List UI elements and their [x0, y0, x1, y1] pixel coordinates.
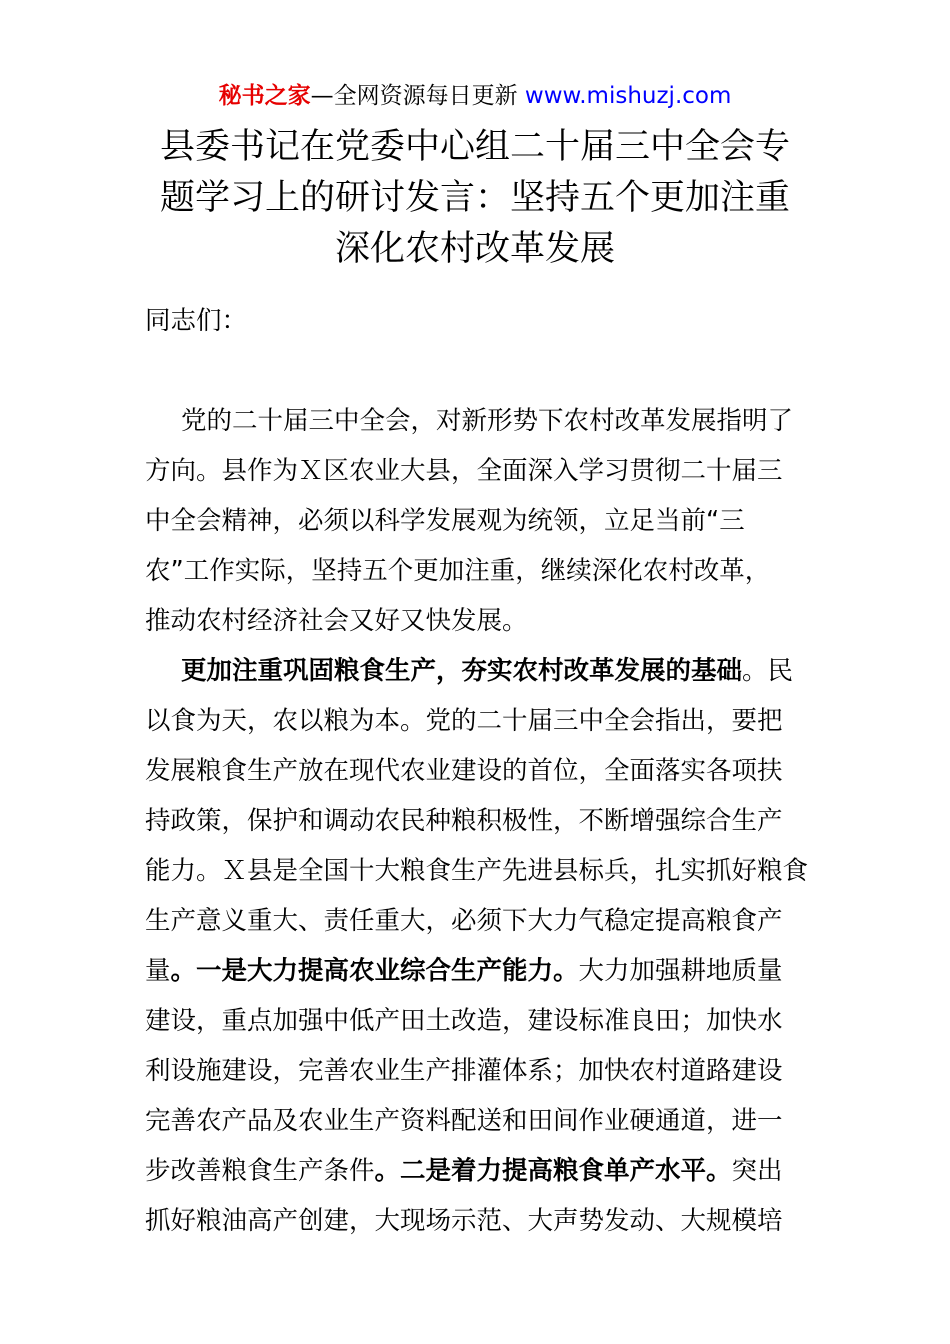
paragraph-line: 持政策，保护和调动农民种粮积极性，不断增强综合生产: [145, 806, 783, 836]
paragraph-line: 中全会精神，必须以科学发展观为统领，立足当前“三: [145, 506, 745, 536]
paragraph-line: 方向。县作为Ｘ区农业大县，全面深入学习贯彻二十届三: [145, 456, 783, 486]
paragraph-line: 党的二十届三中全会，对新形势下农村改革发展指明了: [181, 406, 794, 436]
paragraph-1: [145, 396, 810, 646]
paragraph-line: 能力。Ｘ县是全国十大粮食生产先进县标兵，扎实抓好粮食: [145, 856, 809, 886]
banner-dash: —: [310, 83, 334, 109]
banner-tagline: 全网资源每日更新: [333, 83, 518, 109]
paragraph-line: 利设施建设，完善农业生产排灌体系；加快农村道路建设: [145, 1056, 783, 1086]
point-heading-1: 。一是大力提高农业综合生产能力。: [170, 956, 579, 986]
paragraph-2: [145, 646, 810, 1246]
paragraph-line: 完善农产品及农业生产资料配送和田间作业硬通道，进一: [145, 1106, 783, 1136]
paragraph-line: 建设，重点加强中低产田土改造，建设标准良田；加快水: [145, 1006, 783, 1036]
title-line-2: 题学习上的研讨发言：坚持五个更加注重: [159, 178, 790, 218]
site-banner: [0, 80, 950, 112]
banner-brand: 秘书之家: [218, 83, 311, 109]
point-heading-2: 。二是着力提高粮食单产水平。: [374, 1156, 732, 1186]
paragraph-line: 农”工作实际，坚持五个更加注重，继续深化农村改革，: [145, 556, 771, 586]
paragraph-line: 步改善粮食生产条件。二是着力提高粮食单产水平。突出: [145, 1156, 783, 1186]
document-body: [145, 296, 810, 1246]
banner-url[interactable]: www.mishuzj.com: [524, 83, 732, 109]
document-title: [145, 122, 805, 275]
paragraph-line: 更加注重巩固粮食生产，夯实农村改革发展的基础。民: [181, 656, 794, 686]
paragraph-line: 量。一是大力提高农业综合生产能力。大力加强耕地质量: [145, 956, 783, 986]
paragraph-line: 生产意义重大、责任重大，必须下大力气稳定提高粮食产: [145, 906, 783, 936]
paragraph-line: 抓好粮油高产创建，大现场示范、大声势发动、大规模培: [145, 1206, 783, 1236]
paragraph-line: 以食为天，农以粮为本。党的二十届三中全会指出，要把: [145, 706, 783, 736]
title-line-1: 县委书记在党委中心组二十届三中全会专: [159, 127, 790, 167]
paragraph-line: 推动农村经济社会又好又快发展。: [145, 606, 528, 636]
section-heading: 更加注重巩固粮食生产，夯实农村改革发展的基础: [181, 656, 743, 686]
paragraph-line: 发展粮食生产放在现代农业建设的首位，全面落实各项扶: [145, 756, 783, 786]
salutation: 同志们：: [145, 306, 248, 336]
title-line-3: 深化农村改革发展: [334, 229, 615, 269]
